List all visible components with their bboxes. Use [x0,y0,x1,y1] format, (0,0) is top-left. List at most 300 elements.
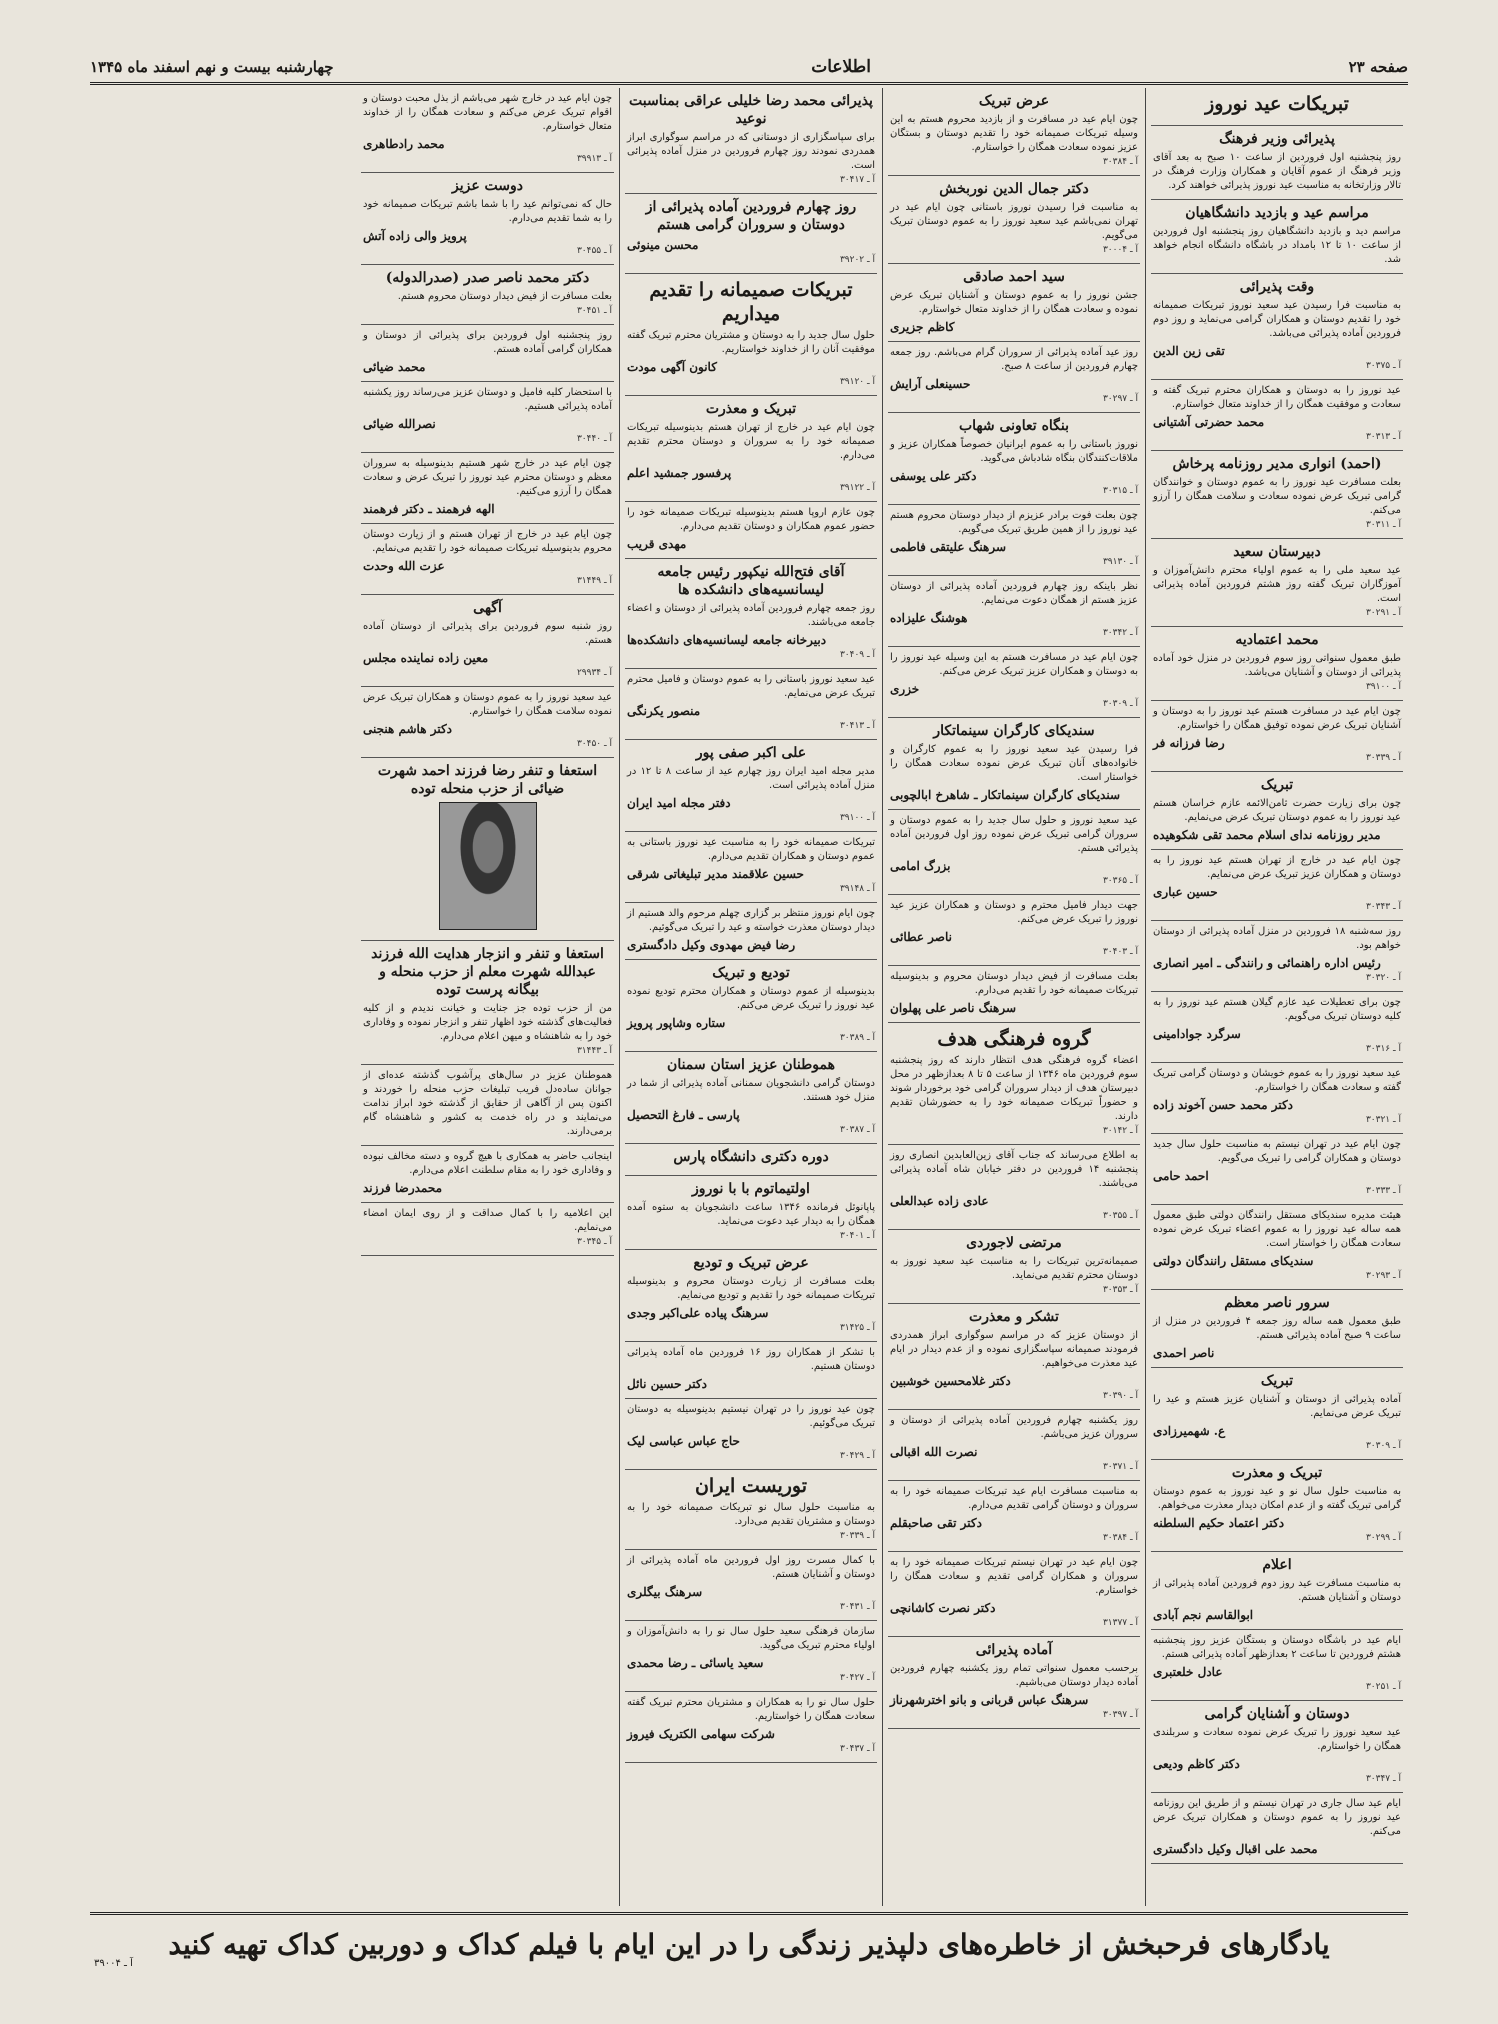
portrait-photo [439,802,537,930]
notice-signature: پرفسور جمشید اعلم [627,466,732,480]
notice-title: دکتر محمد ناصر صدر (صدرالدوله) [385,270,590,286]
notice-ad-code: آ ـ ۳۰۴۴۰ [576,434,612,444]
notice [361,265,614,325]
notice [1151,88,1403,126]
notice-body: این اعلامیه را با کمال صداقت و از روی ایمان امضاء می‌نمایم. [363,1208,612,1233]
notice-title: دوست عزیز [451,178,524,194]
notice-body: اینجانب حاضر به همکاری با هیچ گروه و دسته مخالف نبوده و وفاداری خود را به مقام سلطنت اعلام می‌دارم. [363,1151,612,1176]
notice-title: سید احمد صادقی [963,269,1065,285]
notice [1151,1793,1403,1864]
notice [1151,451,1403,539]
notice-body: با کمال مسرت روز اول فروردین ماه آماده پذیرائی از دوستان و آشنایان هستم. [627,1555,875,1580]
notice-large-heading: تبریکات صمیمانه را تقدیم میداریم [649,279,853,325]
notice-signature: محمد رادطاهری [363,137,445,151]
notice-title: تبریک و معذرت [1231,1465,1323,1481]
notice-body: با استحضار کلیه فامیل و دوستان عزیز می‌رساند روز یکشنبه آماده پذیرائی هستیم. [363,387,612,412]
notice-body: بعلت مسافرت عید نوروز را به عموم دوستان و خوانندگان گرامی تبریک عرض نموده سعادت و سلامت همگان را آرزو می‌کنم. [1153,477,1401,516]
notice-body: نوروز باستانی را به عموم ایرانیان خصوصاً همکاران عزیز و ملاقات‌کنندگان بنگاه شادباش می‌گوید. [890,439,1138,464]
notice [1151,1205,1403,1290]
notice-ad-code: آ ـ ۳۰۳۵۳ [1102,1285,1138,1295]
notice-signature: منصور یکرنگی [627,704,701,718]
notice-body: از دوستان عزیز که در مراسم سوگواری ابراز همدردی فرمودند صمیمانه سپاسگزاری نموده و از عدم دیدار در ایام عید معذرت می‌خواهیم. [890,1330,1138,1369]
notice-ad-code: آ ـ ۳۰۳۲۰ [1365,973,1401,983]
notice-signature: محمد ضیائی [363,360,426,374]
notice [625,502,877,559]
notice-signature: معین زاده نماینده مجلس [363,651,489,665]
notice-ad-code: آ ـ ۳۰۳۸۷ [839,1125,875,1135]
notice-body: عید سعید ملی را به عموم اولیاء محترم دانش‌آموزان و آموزگاران تبریک گفته روز هشتم فروردین آماده پذیرائی است. [1153,565,1401,604]
notice-ad-code: آ ـ ۳۰۳۷۱ [1102,1462,1138,1472]
notice-signature: مدیر روزنامه ندای اسلام محمد تقی شکوهیده [1153,828,1381,842]
notice-title: سرور ناصر معظم [1224,1295,1330,1311]
notice-signature: دکتر اعتماد حکیم السلطنه [1153,1516,1285,1530]
notice-signature: دفتر مجله امید ایران [627,796,731,810]
notice-body: چون ایام عید در مسافرت هستم به این وسیله عید نوروز را به دوستان و همکاران عزیز تبریک عرض می‌کنم. [890,652,1138,677]
notice-body: آماده پذیرائی از دوستان و آشنایان عزیز هستم و عید را تبریک عرض می‌نمایم. [1153,1394,1401,1419]
notice-ad-code: آ ـ ۳۹۱۴۸ [839,884,875,894]
notice-ad-code: آ ـ ۳۰۴۵۱ [576,306,612,316]
notice-title: وقت پذیرائی [1239,279,1315,295]
notice-signature: دکتر غلامحسین خوشبین [890,1374,1011,1388]
notice-body: نظر باینکه روز چهارم فروردین آماده پذیرائی از دوستان عزیز هستم از همگان دعوت می‌نمایم. [890,581,1138,606]
notice-body: به اطلاع می‌رساند که جناب آقای زین‌العابدین انصاری روز پنجشنبه ۱۴ فروردین در دفتر خیابان شاه آماده پذیرائی می‌باشند. [890,1150,1138,1189]
notice-signature: محمد علی اقبال وکیل دادگستری [1153,1842,1318,1856]
notice-body: اعضاء گروه فرهنگی هدف انتظار دارند که روز پنجشنبه سوم فروردین ماه ۱۳۴۶ از ساعت ۵ تا ۸ بعدازظهر در محل دبیرستان هدف از دیدار سروران گرامی خود برخوردار شوند و حضوراً تبریکات صمیمانه خود را به حضورشان تقدیم دارند. [890,1055,1138,1122]
notice [625,396,877,502]
notice [625,1250,877,1342]
notice-ad-code: آ ـ ۳۹۱۰۰ [839,813,875,823]
notice-signature: حسین علاقمند مدیر تبلیغاتی شرقی [627,867,804,881]
notice-body: روز پنجشنبه اول فروردین از ساعت ۱۰ صبح به بعد آقای وزیر فرهنگ از عموم آقایان و همکاران وزارت فرهنگ در تالار وزارتخانه به مناسبت عید نوروز پذیرائی خواهند کرد. [1153,152,1401,191]
notice-signature: محمدرضا فرزند [363,1181,443,1195]
notice-body: چون ایام عید در خارج شهر هستیم بدینوسیله به سروران معظم و دوستان محترم عید نوروز را تبریک عرض و سعادت همگان را آرزو می‌کنیم. [363,458,612,497]
notice [1151,274,1403,380]
notice-ad-code: آ ـ ۳۱۴۲۵ [839,1323,875,1333]
notice-ad-code: آ ـ ۳۰۳۳۳ [1365,1186,1401,1196]
notice-ad-code: آ ـ ۳۰۴۰۱ [839,1231,875,1241]
notice [361,941,614,1065]
notice-body: چون ایام عید در خارج از تهران هستم و از زیارت دوستان محروم بدینوسیله تبریکات صمیمانه خود را تقدیم می‌نمایم. [363,529,612,554]
notice-body: چون عازم اروپا هستم بدینوسیله تبریکات صمیمانه خود را حضور عموم همکاران و دوستان تقدیم می‌دارم. [627,507,875,532]
notice-ad-code: آ ـ ۳۰۳۴۷ [1365,1774,1401,1784]
notice-body: چون ایام عید در تهران نیستم به مناسبت حلول سال جدید دوستان و همکاران گرامی را تبریک می‌گویم. [1153,1139,1401,1164]
notice [361,453,614,524]
notice-title: عرض تبریک [978,93,1050,109]
notice-ad-code: آ ـ ۳۱۳۷۷ [1102,1618,1138,1628]
notice [625,1470,877,1550]
notice [888,176,1140,264]
notice-signature: سرهنگ علیتقی فاطمی [890,540,1007,554]
notice-ad-code: آ ـ ۳۰۴۰۳ [1102,947,1138,957]
notice [625,1621,877,1692]
notice-ad-code: آ ـ ۳۰۴۵۰ [576,739,612,749]
notice-signature: الهه فرهمند ـ دکتر فرهمند [363,502,495,516]
notice [1151,1063,1403,1134]
notice-title: سندیکای کارگران سینماتکار [933,723,1095,739]
notice-title: تبریک و معذرت [705,401,797,417]
notice [1151,1552,1403,1630]
notice-body: مراسم دید و بازدید دانشگاهیان روز پنجشنبه اول فروردین از ساعت ۱۰ تا ۱۲ بامداد در باشگاه دانشگاه انجام خواهد شد. [1153,226,1402,265]
notice-ad-code: آ ـ ۳۰۳۰۹ [1365,1441,1401,1451]
notice-signature: نصرالله ضیائی [363,417,436,431]
notice [361,88,614,173]
notice [625,88,877,194]
notice-body: به مناسبت حلول سال نو تبریکات صمیمانه خود را به دوستان و مشتریان تقدیم می‌دارد. [627,1502,875,1527]
notice [888,1023,1140,1145]
notice-body: برحسب معمول سنواتی تمام روز یکشنبه چهارم فروردین آماده دیدار دوستان می‌باشیم. [890,1663,1138,1688]
notice-title: هموطنان عزیز استان سمنان [667,1057,835,1073]
notice-signature: سندیکای کارگران سینماتکار ـ شاهرخ ابالچوبی [890,788,1121,802]
notice-body: با تشکر از همکاران روز ۱۶ فروردین ماه آماده پذیرائی دوستان هستیم. [627,1347,876,1372]
notice [1151,627,1403,701]
notice-body: چون عید نوروز را در تهران نیستیم بدینوسیله به دوستان تبریک می‌گوئیم. [627,1404,875,1429]
notice-ad-code: آ ـ ۳۰۳۷۵ [1365,361,1401,371]
column-4 [356,88,619,1906]
notice-ad-code: آ ـ ۲۹۹۳۴ [576,668,612,678]
notice-body: روز شنبه سوم فروردین برای پذیرائی از دوستان آماده هستم. [363,621,612,646]
notice-large-heading: گروه فرهنگی هدف [937,1028,1091,1050]
notice-ad-code: آ ـ ۳۰۰۰۴ [1102,245,1138,255]
notice-signature: دکتر هاشم هنجنی [363,722,452,736]
notice [888,810,1140,895]
notice-ad-code: آ ـ ۳۰۲۹۱ [1365,608,1401,618]
notice-body: بعلت مسافرت از زیارت دوستان محروم و بدینوسیله تبریکات صمیمانه خود را تقدیم و تودیع می‌نمایم. [627,1276,875,1301]
notice-ad-code: آ ـ ۳۹۱۰۰ [1365,682,1401,692]
notice [361,173,614,265]
notice-signature: سرگرد جوادامینی [1153,1027,1241,1041]
notice-title: تبریک [1260,1373,1294,1389]
notice-body: روز جمعه چهارم فروردین آماده پذیرائی از دوستان و اعضاء جامعه می‌باشند. [627,603,875,628]
notice [888,264,1140,342]
notice [625,1399,877,1470]
notice-body: من از حزب توده جز جنایت و خیانت ندیدم و از کلیه فعالیت‌های گذشته خود اظهار تنفر و انزجار نموده و وفاداری خود را به شاهنشاه و میهن اعلام می‌دارم. [363,1003,612,1042]
notice [625,740,877,832]
notice-body: پاپانوئل فرمانده ۱۳۴۶ ساعت دانشجویان به ستوه آمده همگان را به دیدار عید دعوت می‌نماید. [627,1202,876,1227]
notice-title: علی اکبر صفی پور [695,745,807,761]
notice [888,88,1140,176]
notice [888,1481,1140,1552]
notice [361,382,614,453]
notice-ad-code: آ ـ ۳۰۳۲۱ [1365,1115,1401,1125]
notice-title: استعفا و تنفر و انزجار هدایت الله فرزند عبدالله شهرت معلم از حزب منحله و بیگانه پرست توده [371,946,604,998]
notice-ad-code: آ ـ ۳۰۲۹۹ [1365,1533,1401,1543]
notice-body: طبق معمول همه ساله روز جمعه ۴ فروردین در منزل از ساعت ۹ صبح آماده پذیرائی هستم. [1153,1316,1401,1341]
notice-ad-code: آ ـ ۳۹۱۳۰ [1102,557,1138,567]
notice-body: عید سعید نوروز باستانی را به عموم دوستان و فامیل محترم تبریک عرض می‌نمایم. [627,674,875,699]
notice [625,903,877,960]
notice [625,1550,877,1621]
notice [625,1144,877,1176]
notice-body: چون برای تعطیلات عید عازم گیلان هستم عید نوروز را به کلیه دوستان تبریک می‌گویم. [1153,997,1401,1022]
notice [1151,1701,1403,1793]
notice-body: چون برای زیارت حضرت ثامن‌الائمه عازم خراسان هستم عید نوروز را به عموم دوستان تبریک عرض می‌نمایم. [1153,798,1401,823]
notice-body: تبریکات صمیمانه خود را به مناسبت عید نوروز باستانی به عموم دوستان و همکاران تقدیم می‌دارم. [627,837,875,862]
notice [888,1410,1140,1481]
notice [888,718,1140,810]
issue-date: چهارشنبه بیست و نهم اسفند ماه ۱۳۴۵ [90,58,334,76]
notice-signature: خزری [890,682,920,696]
notice [888,1145,1140,1230]
notice-body: چون ایام نوروز منتظر بر گزاری چهلم مرحوم والد هستیم از دیدار دوستان معذرت خواسته و عید را تبریک می‌گوئیم. [627,908,875,933]
notice-signature: رضا فیض مهدوی وکیل دادگستری [627,938,796,952]
notice-ad-code: آ ـ ۳۰۲۵۱ [1365,1682,1401,1692]
notice-ad-code: آ ـ ۳۰۳۴۳ [1365,902,1401,912]
notice-ad-code: آ ـ ۳۰۳۴۲ [1102,628,1138,638]
notice-ad-code: آ ـ ۳۰۴۲۹ [839,1451,875,1461]
notice-ad-code: آ ـ ۳۰۳۸۹ [839,1033,875,1043]
notice-signature: تقی زین الدین [1153,344,1225,358]
paper-name: اطلاعات [811,57,871,77]
notice-ad-code: آ ـ ۳۰۳۱۱ [1365,520,1401,530]
notice-body: به مناسبت حلول سال نو و عید نوروز به عموم دوستان گرامی تبریک گفته و از عدم امکان دیدار معذرت می‌خواهم. [1153,1486,1401,1511]
notice [1151,701,1403,772]
notice [361,325,614,382]
notice [361,1146,614,1203]
notice-body: جشن نوروز را به عموم دوستان و آشنایان تبریک عرض نموده و سعادت همگان را از خداوند متعال خواستارم. [890,290,1138,315]
notice-title: اولتیماتوم با با نوروز [692,1181,810,1197]
notice-signature: سندیکای مستقل رانندگان دولتی [1153,1254,1314,1268]
notice [1151,126,1403,200]
notice-ad-code: آ ـ ۳۰۳۶۵ [1102,876,1138,886]
notice-signature: کانون آگهی مودت [627,360,717,374]
notice-title: بنگاه تعاونی شهاب [958,418,1070,434]
notice [888,576,1140,647]
notice-title: محمد اعتمادیه [1235,632,1319,648]
notice [625,274,877,396]
notice-body: عید سعید نوروز را به عموم دوستان و همکاران تبریک عرض نموده سلامت همگان را خواستارم. [363,692,612,717]
notice-title: تشکر و معذرت [969,1309,1059,1325]
notice-body: چون ایام عید در مسافرت و از بازدید محروم هستم به این وسیله تبریکات صمیمانه خود را تقدیم دوستان و بستگان عزیز نموده سعادت همگان را خواستارم. [890,114,1138,153]
notice-signature: حسین عباری [1153,885,1218,899]
notice-title: استعفا و تنفر رضا فرزند احمد شهرت ضیائی از حزب منحله توده [377,763,598,797]
notice-signature: ناصر عطائی [890,930,952,944]
notice-title: پذیرائی وزیر فرهنگ [1219,131,1335,147]
footer-text: یادگارهای فرحبخش از خاطره‌های دلپذیر زندگی را در این ایام با فیلم کداک و دوربین کداک تهیه کنید [168,1927,1330,1961]
notice-signature: پارسی ـ فارغ التحصیل [627,1108,740,1122]
notice-body: بعلت مسافرت از فیض دیدار دوستان محروم هستم. [397,291,612,302]
footer-code: آ ـ ۳۹۰۰۴ [94,1958,133,1969]
notice-ad-code: آ ـ ۳۰۳۴۵ [576,1237,612,1247]
notice-ad-code: آ ـ ۳۱۴۴۳ [576,1046,612,1056]
notice-ad-code: آ ـ ۳۹۱۲۲ [839,483,875,493]
notice-ad-code: آ ـ ۳۰۴۵۵ [576,246,612,256]
notice [1151,1368,1403,1460]
notice [1151,850,1403,921]
notice-body: به مناسبت مسافرت عید روز دوم فروردین آماده پذیرائی از دوستان و آشنایان هستم. [1153,1578,1401,1603]
notice-body: حال که نمی‌توانم عید را با شما باشم تبریکات صمیمانه خود را به شما تقدیم می‌دارم. [363,199,612,224]
notice [888,966,1140,1023]
kodak-advertisement-banner [90,1912,1408,1973]
notice [625,1342,877,1399]
notice-body: هموطنان عزیز در سال‌های پرآشوب گذشته عده‌ای از جوانان ساده‌دل فریب تبلیغات حزب منحله را خوردند و اکنون پس از آگاهی از حقایق از گذشته خود ابراز ندامت می‌نمایند و در راه خدمت به کشور و شاهنشاه گام برمی‌دارند. [363,1070,612,1137]
notice-ad-code: آ ـ ۳۰۳۵۵ [1102,1211,1138,1221]
notice-signature: دبیرخانه جامعه لیسانسیه‌های دانشکده‌ها [627,633,827,647]
notice-ad-code: آ ـ ۳۰۳۳۹ [839,1531,875,1541]
notice-title: آقای فتح‌الله نیکپور رئیس جامعه لیسانسیه‌های دانشکده ها [657,564,845,598]
notice-body: روز عید آماده پذیرائی از سروران گرام می‌باشم. روز جمعه چهارم فروردین از ساعت ۸ صبح. [890,347,1138,372]
notice-signature: هوشنگ علیزاده [890,611,968,625]
notice [1151,200,1403,274]
notice [888,1304,1140,1410]
notice-ad-code: آ ـ ۳۰۴۰۹ [839,650,875,660]
notice-body: ایام عید در باشگاه دوستان و بستگان عزیز روز پنجشنبه هشتم فروردین تا ساعت ۲ بعدازظهر آماده پذیرائی هستم. [1153,1635,1401,1660]
notice-signature: کاظم جزیری [890,320,955,334]
notice-signature: دکتر نصرت کاشانچی [890,1601,996,1615]
notice [361,524,614,595]
notice-title: دوره دکتری دانشگاه پارس [673,1149,829,1165]
notice-ad-code: آ ـ ۳۰۱۴۲ [1102,1126,1138,1136]
notice-body: چون ایام عید در خارج از تهران هستم عید نوروز را به دوستان و همکاران عزیز تبریک عرض می‌نمایم. [1153,855,1401,880]
notice-body: به مناسبت فرا رسیدن نوروز باستانی چون ایام عید در تهران نمی‌باشم عید سعید نوروز را به عموم دوستان تبریک می‌گویم. [890,202,1138,241]
notice [361,687,614,758]
notice-signature: ستاره وشاپور پرویز [627,1016,726,1030]
notice-body: برای سپاسگزاری از دوستانی که در مراسم سوگواری ابراز همدردی نمودند روز چهارم فروردین در منزل آماده پذیرائی است. [627,132,875,171]
notice-signature: دکتر محمد حسن آخوند زاده [1153,1098,1294,1112]
column-1 [1145,88,1408,1906]
notice [888,505,1140,576]
notice-body: جهت دیدار فامیل محترم و دوستان و همکاران عزیز عید نوروز را تبریک عرض می‌کنم. [890,900,1138,925]
notice-signature: سرهنگ عباس قربانی و بانو اخترشهرناز [890,1693,1089,1707]
notice-signature: ع. شهمیرزادی [1153,1424,1226,1438]
notice-signature: سرهنگ پیاده علی‌اکبر وجدی [627,1306,769,1320]
notice-signature: رضا فرزانه فر [1153,736,1225,750]
notice-signature: ناصر احمدی [1153,1346,1215,1360]
notice-signature: عادل خلعتبری [1153,1665,1223,1679]
notice-body: مدیر مجله امید ایران روز چهارم عید از ساعت ۸ تا ۱۲ در منزل آماده پذیرائی است. [627,766,875,791]
notice-body: روز پنجشنبه اول فروردین برای پذیرائی از دوستان و همکاران گرامی آماده هستم. [363,330,612,355]
notice-signature: نصرت الله اقبالی [890,1445,978,1459]
notice-ad-code: آ ـ ۳۰۳۸۴ [1102,1533,1138,1543]
notice-signature: دکتر کاظم ودیعی [1153,1757,1240,1771]
notice [625,960,877,1052]
notice-title: عرض تبریک و تودیع [693,1255,809,1271]
page-label: صفحه ۲۳ [1348,58,1408,76]
notice [1151,1460,1403,1552]
notice-signature: حاج عباس عباسی لیک [627,1434,740,1448]
notice-ad-code: آ ـ ۳۰۳۱۵ [1102,486,1138,496]
notice-body: روز سه‌شنبه ۱۸ فروردین در منزل آماده پذیرائی از دوستان خواهم بود. [1153,926,1401,951]
notice-signature: پرویز والی زاده آتش [363,229,467,243]
notice-title: آماده پذیرائی [975,1642,1053,1658]
notice [888,895,1140,966]
notice-signature: سرهنگ بیگلری [627,1585,703,1599]
notice-signature: احمد حامی [1153,1169,1209,1183]
notice-body: چون ایام عید در خارج از تهران هستم بدینوسیله تبریکات صمیمانه خود را به سروران و دوستان محترم تقدیم می‌دارم. [627,422,875,461]
notice-ad-code: آ ـ ۳۰۳۹۷ [1102,1710,1138,1720]
notice-body: به مناسبت فرا رسیدن عید سعید نوروز تبریکات صمیمانه خود را تقدیم دوستان و همکاران گرامی می‌نماید و روز دوم فروردین آماده پذیرائی می‌باشد. [1153,300,1401,339]
notice [1151,921,1403,992]
notice-signature: عادی زاده عبدالعلی [890,1194,989,1208]
notice-body: سازمان فرهنگی سعید حلول سال نو را به دانش‌آموزان و اولیاء محترم تبریک می‌گوید. [627,1626,875,1651]
notice-signature: سعید یاسائی ـ رضا محمدی [627,1656,764,1670]
notice [361,758,614,941]
notice-body: عید سعید نوروز را به عموم خویشان و دوستان گرامی تبریک گفته و سعادت همگان را خواستارم. [1153,1068,1401,1093]
notice-ad-code: آ ـ ۳۰۳۳۹ [1365,753,1401,763]
notice-signature: حسینعلی آرایش [890,377,971,391]
notice [888,342,1140,413]
notice [1151,380,1403,451]
notice-ad-code: آ ـ ۳۰۴۳۱ [839,1602,875,1612]
notice-body: فرا رسیدن عید سعید نوروز را به عموم کارگران و خانواده‌های آنان تبریک عرض نموده سعادت همگان را خواستار است. [890,744,1138,783]
notice-body: حلول سال نو را به همکاران و مشتریان محترم تبریک گفته سعادت همگان را خواستاریم. [627,1697,875,1722]
notice [1151,992,1403,1063]
column-3 [619,88,882,1906]
notice [1151,1630,1403,1701]
notice-title: تبریک [1260,777,1294,793]
column-2 [882,88,1145,1906]
notice [625,194,877,274]
notice-signature: عزت الله وحدت [363,559,445,573]
notice-ad-code: آ ـ ۳۰۲۹۳ [1365,1271,1401,1281]
notice-ad-code: آ ـ ۳۹۱۲۰ [839,377,875,387]
notice-title: دکتر جمال الدین نوربخش [939,181,1089,197]
notice-ad-code: آ ـ ۳۰۳۱۶ [1365,1044,1401,1054]
notice [625,559,877,669]
notice-signature: دکتر علی یوسفی [890,469,977,483]
notice [1151,772,1403,850]
notice [625,669,877,740]
notice-ad-code: آ ـ ۳۰۳۱۳ [1365,432,1401,442]
notice-body: طبق معمول سنواتی روز سوم فروردین در منزل خود آماده پذیرائی از دوستان و آشنایان می‌باشد. [1153,653,1401,678]
notice-ad-code: آ ـ ۳۰۴۳۷ [839,1744,875,1754]
notice-large-heading: توریست ایران [694,1475,808,1497]
notice-body: چون بعلت فوت برادر عزیزم از دیدار دوستان محروم هستم عید نوروز را از همین طریق تبریک می‌گویم. [890,510,1138,535]
notice-signature: دکتر تقی صاحبقلم [890,1516,982,1530]
notice [888,647,1140,718]
notice-signature: بزرگ امامی [890,859,951,873]
notice-title: مرتضی لاجوردی [966,1235,1062,1251]
notice-signature: محسن مینوئی [627,238,699,252]
notice-ad-code: آ ـ ۳۰۳۰۹ [1102,699,1138,709]
notice [888,413,1140,505]
notice-ad-code: آ ـ ۳۰۳۸۴ [1102,157,1138,167]
notice-ad-code: آ ـ ۳۰۴۱۳ [839,721,875,731]
notice [1151,539,1403,627]
notice-body: هیئت مدیره سندیکای مستقل رانندگان دولتی طبق معمول همه ساله عید نوروز را به عموم اعضاء تبریک عرض نموده سعادت همگان را خواستار است. [1153,1210,1401,1249]
notice-title: (احمد) انواری مدیر روزنامه پرخاش [1172,456,1382,472]
notice-body: چون ایام عید در تهران نیستم تبریکات صمیمانه خود را به سروران و همکاران گرامی تقدیم و سعادت همگان را خواستارم. [890,1557,1138,1596]
notice-body: عید نوروز را به دوستان و همکاران محترم تبریک گفته و سعادت و موفقیت همگان را از خداوند متعال خواستارم. [1153,385,1401,410]
notice-body: حلول سال جدید را به دوستان و مشتریان محترم تبریک گفته موفقیت آنان را از خداوند خواستاریم. [627,330,875,355]
notice-title: دبیرستان سعید [1233,544,1321,560]
notice-title: مراسم عید و بازدید دانشگاهیان [1185,205,1369,221]
notice-body: بعلت مسافرت از فیض دیدار دوستان محروم و بدینوسیله تبریکات صمیمانه خود را تقدیم می‌دارم. [890,971,1138,996]
notice [625,1692,877,1763]
notice [361,1065,614,1146]
notice-body: روز یکشنبه چهارم فروردین آماده پذیرائی از دوستان و سروران عزیز می‌باشم. [890,1415,1138,1440]
notice [625,832,877,903]
notice-body: بدینوسیله از عموم دوستان و همکاران محترم تودیع نموده عید نوروز را تبریک عرض می‌کنم. [627,986,875,1011]
notice-ad-code: آ ـ ۳۰۴۱۷ [839,175,875,185]
notice-ad-code: آ ـ ۳۰۲۹۷ [1102,394,1138,404]
notice-title: پذیرائی محمد رضا خلیلی عراقی بمناسبت نوعید [629,93,873,127]
masthead [90,52,1408,85]
notice-title: روز چهارم فروردین آماده پذیرائی از دوستان و سروران گرامی هستم [645,199,857,233]
notice-body: صمیمانه‌ترین تبریکات را به مناسبت عید سعید نوروز به دوستان محترم تقدیم می‌نماید. [890,1256,1138,1281]
notice-signature: ابوالقاسم نجم آبادی [1153,1608,1254,1622]
notice-title: آگهی [473,600,502,616]
notice [361,595,614,687]
notice-body: چون ایام عید در خارج شهر می‌باشم از بذل محبت دوستان و اقوام تبریک عرض می‌کنم و سعادت همگان را از خداوند متعال خواستارم. [363,93,612,132]
notice [625,1052,877,1144]
notice-body: ایام عید سال جاری در تهران نیستم و از طریق این روزنامه عید نوروز را به عموم دوستان و همکاران تبریک عرض می‌کنم. [1153,1798,1401,1837]
notice-ad-code: آ ـ ۳۰۳۹۰ [1102,1391,1138,1401]
column-grid [90,88,1408,1906]
notice-body: به مناسبت مسافرت ایام عید تبریکات صمیمانه خود را به سروران و دوستان گرامی تقدیم می‌دارم. [890,1486,1138,1511]
notice-signature: محمد حضرتی آشتیانی [1153,415,1265,429]
notice-ad-code: آ ـ ۳۹۲۰۲ [839,255,875,265]
notice-large-heading: تبریکات عید نوروز [1205,93,1349,115]
